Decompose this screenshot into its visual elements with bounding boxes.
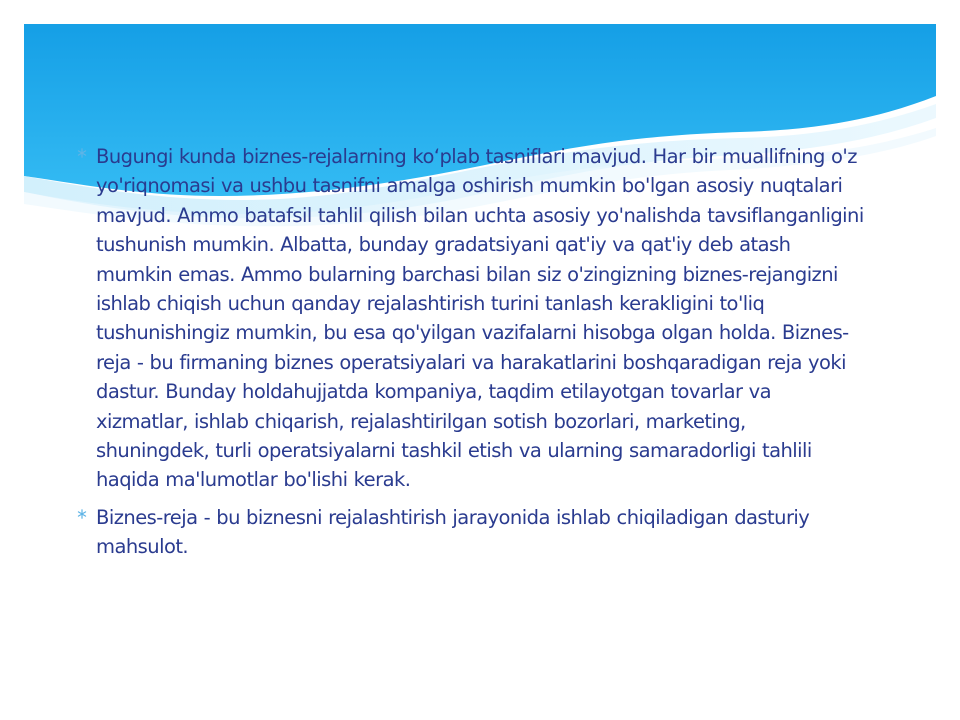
asterisk-bullet-icon bbox=[76, 508, 88, 520]
bullet-list bbox=[74, 142, 864, 570]
bullet-text: Biznes-reja - bu biznesni rejalashtirish jarayonida ishlab chiqiladigan dasturiy mahsulot. bbox=[96, 505, 810, 559]
bullet-text: Bugungi kunda biznes-rejalarning ko‘plab tasniflari mavjud. Har bir muallifning o'z yo'riqnomasi va ushbu tasnifni amalga oshirish mumkin bo'lgan asosiy nuqtalari mavjud. Ammo batafsil tahlil qilish bilan uchta asosiy yo'nalishda tavsiflanganligini tushunish mumkin. Albatta, bunday gradatsiyani qat'iy va qat'iy deb atash mumkin emas. Ammo bularning barchasi bilan siz o'zingizning biznes-rejangizni ishlab chiqish uchun qanday rejalashtirish turini tanlash kerakligini to'liq tushunishingiz mumkin, bu esa qo'yilgan vazifalarni hisobga olgan holda. Biznes-reja - bu firmaning biznes operatsiyalari va harakatlarini boshqaradigan reja yoki dastur. Bunday holdahujjatda kompaniya, taqdim etilayotgan tovarlar va xizmatlar, ishlab chiqarish, rejalashtirilgan sotish bozorlari, marketing, shuningdek, turli operatsiyalarni tashkil etish va ularning samaradorligi tahlili haqida ma'lumotlar bo'lishi kerak. bbox=[96, 145, 864, 492]
asterisk-bullet-icon bbox=[76, 147, 88, 159]
bullet-item-2 bbox=[74, 503, 864, 562]
bullet-item-1 bbox=[74, 142, 864, 495]
